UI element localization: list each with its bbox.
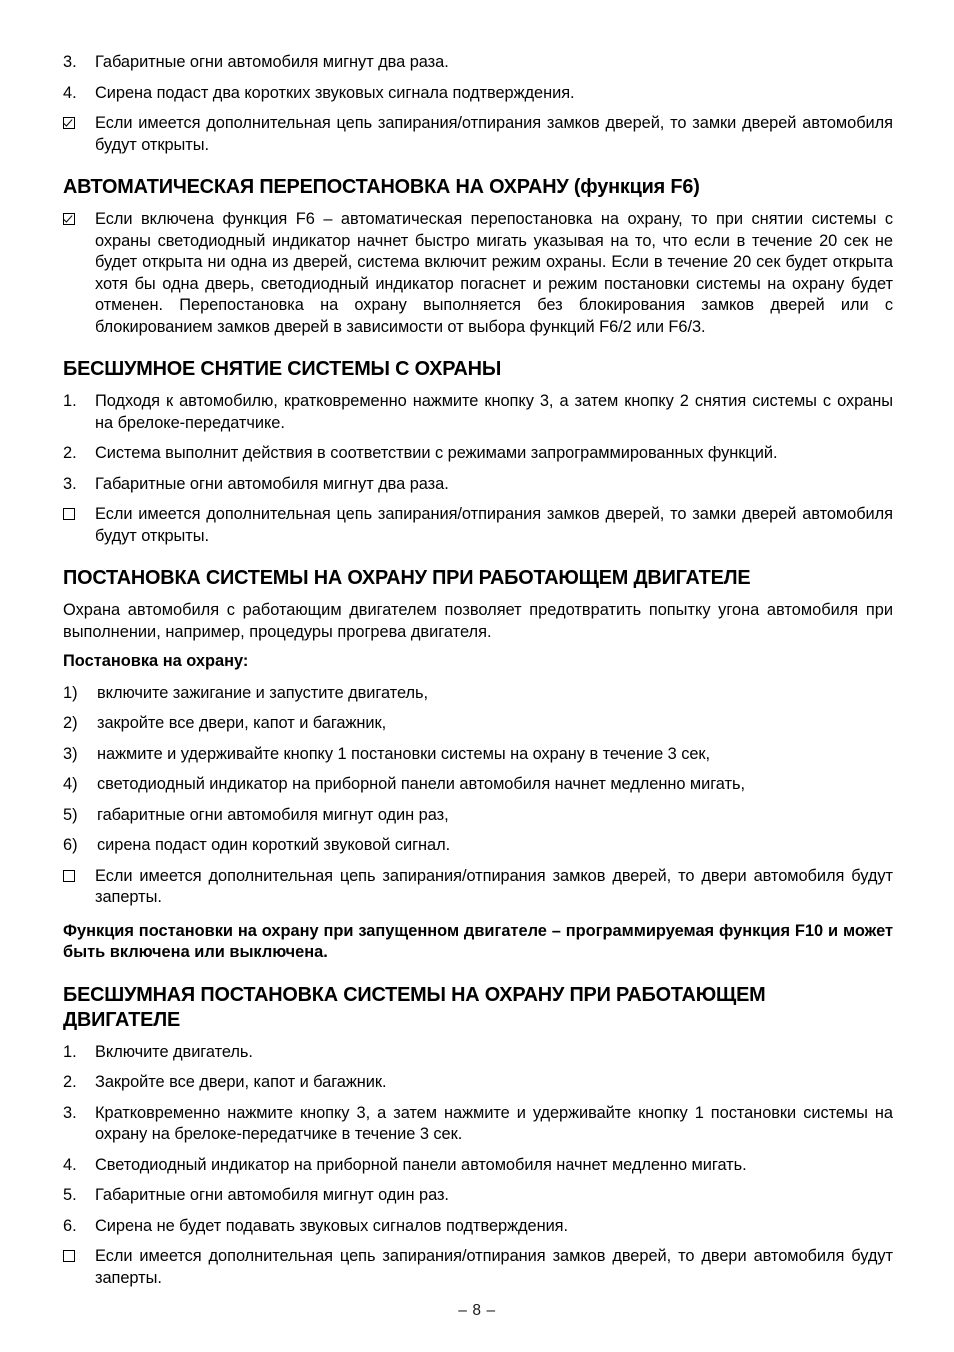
checkbox-list-item (63, 209, 893, 338)
checkbox-list-item (63, 866, 893, 909)
list-item-marker: 5. (63, 1186, 77, 1204)
list-item (63, 1042, 893, 1064)
list-item (63, 805, 893, 827)
list-item-marker: 3. (63, 53, 77, 71)
list-item-text: сирена подаст один короткий звуковой сигнал. (97, 836, 451, 854)
checkbox-item-text: Если имеется дополнительная цепь запирания/отпирания замков дверей, то замки дверей автомобиля будут открыты. (95, 114, 893, 154)
list-item-marker: 3. (63, 1103, 77, 1122)
list-item-text: Закройте все двери, капот и багажник. (95, 1073, 387, 1091)
list-item-marker: 6. (63, 1216, 77, 1235)
list-item-marker: 2. (63, 444, 77, 462)
list-item-text: Габаритные огни автомобиля мигнут два раза. (95, 53, 449, 71)
checkbox-item-text: Если имеется дополнительная цепь запирания/отпирания замков дверей, то двери автомобиля будут заперты. (95, 866, 893, 906)
list-item-text: закройте все двери, капот и багажник, (97, 714, 387, 732)
checkbox-item-text: Если имеется дополнительная цепь запирания/отпирания замков дверей, то двери автомобиля будут заперты. (95, 1247, 893, 1287)
list-item (63, 1216, 893, 1238)
body-paragraph: Охрана автомобиля с работающим двигателем позволяет предотвратить попытку угона автомобиля при выполнении, например, процедуры прогрева двигателя. (63, 601, 893, 641)
list-item (63, 835, 893, 857)
list-item (63, 683, 893, 705)
list-item-marker: 4. (63, 83, 77, 102)
list-item (63, 391, 893, 434)
list-item (63, 744, 893, 766)
section-heading: ПОСТАНОВКА СИСТЕМЫ НА ОХРАНУ ПРИ РАБОТАЮЩЕМ ДВИГАТЕЛЕ (63, 566, 751, 589)
sub-heading: Постановка на охрану: (63, 652, 249, 670)
page-number: – 8 – (458, 1302, 496, 1319)
list-item-marker: 4) (63, 775, 78, 793)
list-item (63, 1185, 893, 1207)
list-item-text: включите зажигание и запустите двигатель, (97, 683, 428, 702)
list-item-marker: 6) (63, 836, 78, 854)
list-item-marker: 1. (63, 392, 77, 410)
list-item-marker: 3. (63, 474, 77, 493)
list-item (63, 1072, 893, 1094)
list-item-marker: 2) (63, 714, 78, 732)
list-item-text: нажмите и удерживайте кнопку 1 постановки системы на охрану в течение 3 сек, (97, 744, 711, 763)
list-item-marker: 3) (63, 744, 78, 763)
list-item-text: светодиодный индикатор на приборной панели автомобиля начнет медленно мигать, (97, 775, 745, 793)
checkbox-list-item (63, 1246, 893, 1289)
list-item-text: Светодиодный индикатор на приборной панели автомобиля начнет медленно мигать. (95, 1155, 747, 1174)
list-item (63, 443, 893, 465)
list-item (63, 52, 893, 74)
list-item (63, 1155, 893, 1177)
checkbox-list-item (63, 113, 893, 156)
checkbox-item-text: Если имеется дополнительная цепь запирания/отпирания замков дверей, то замки дверей автомобиля будут открыты. (95, 505, 893, 545)
section-heading: БЕСШУМНАЯ ПОСТАНОВКА СИСТЕМЫ НА ОХРАНУ ПРИ РАБОТАЮЩЕМ ДВИГАТЕЛЕ (63, 982, 766, 1031)
list-item-text: Включите двигатель. (95, 1042, 253, 1061)
list-item (63, 83, 893, 105)
checked-checkbox-icon (63, 209, 95, 231)
section-heading: АВТОМАТИЧЕСКАЯ ПЕРЕПОСТАНОВКА НА ОХРАНУ (функция F6) (63, 175, 700, 198)
list-item-marker: 4. (63, 1155, 77, 1174)
list-item-text: Габаритные огни автомобиля мигнут один раз. (95, 1186, 449, 1204)
checked-checkbox-icon (63, 113, 95, 135)
page-content (63, 52, 893, 1289)
list-item (63, 1103, 893, 1146)
list-item-text: Система выполнит действия в соответствии с режимами запрограммированных функций. (95, 444, 778, 462)
checkbox-item-text: Если включена функция F6 – автоматическая перепостановка на охрану, то при снятии системы с охраны светодиодный индикатор начнет быстро мигать указывая на то, что если в течение 20 сек не будет открыта ни одна из дверей, система включит режим охраны. Если в течение 20 сек будет открыта хотя бы одна дверь, светодиодный индикатор погаснет и режим постановки системы на охрану будет отменен. Перепостановка на охрану выполняется без блокирования замков дверей или с блокированием замков дверей в зависимости от выбора функций F6/2 или F6/3. (95, 210, 893, 336)
list-item-text: Габаритные огни автомобиля мигнут два раза. (95, 474, 449, 493)
list-item-marker: 2. (63, 1073, 77, 1091)
list-item-text: габаритные огни автомобиля мигнут один раз, (97, 805, 449, 824)
list-item-marker: 1. (63, 1042, 77, 1061)
empty-checkbox-icon (63, 504, 95, 526)
checkbox-list-item (63, 504, 893, 547)
list-item-marker: 5) (63, 805, 78, 824)
list-item-text: Подходя к автомобилю, кратковременно нажмите кнопку 3, а затем кнопку 2 снятия системы с охраны на брелоке-передатчике. (95, 392, 893, 432)
list-item-marker: 1) (63, 683, 78, 702)
list-item (63, 774, 893, 796)
list-item-text: Сирена подаст два коротких звуковых сигнала подтверждения. (95, 83, 575, 102)
note-paragraph: Функция постановки на охрану при запущенном двигателе – программируемая функция F10 и может быть включена или выключена. (63, 921, 893, 961)
section-heading: БЕСШУМНОЕ СНЯТИЕ СИСТЕМЫ С ОХРАНЫ (63, 357, 502, 380)
list-item (63, 713, 893, 735)
list-item-text: Сирена не будет подавать звуковых сигналов подтверждения. (95, 1216, 569, 1235)
empty-checkbox-icon (63, 866, 95, 888)
empty-checkbox-icon (63, 1246, 95, 1268)
list-item (63, 474, 893, 496)
list-item-text: Кратковременно нажмите кнопку 3, а затем нажмите и удерживайте кнопку 1 постановки системы на охрану на брелоке-передатчике в течение 3 сек. (95, 1103, 893, 1143)
